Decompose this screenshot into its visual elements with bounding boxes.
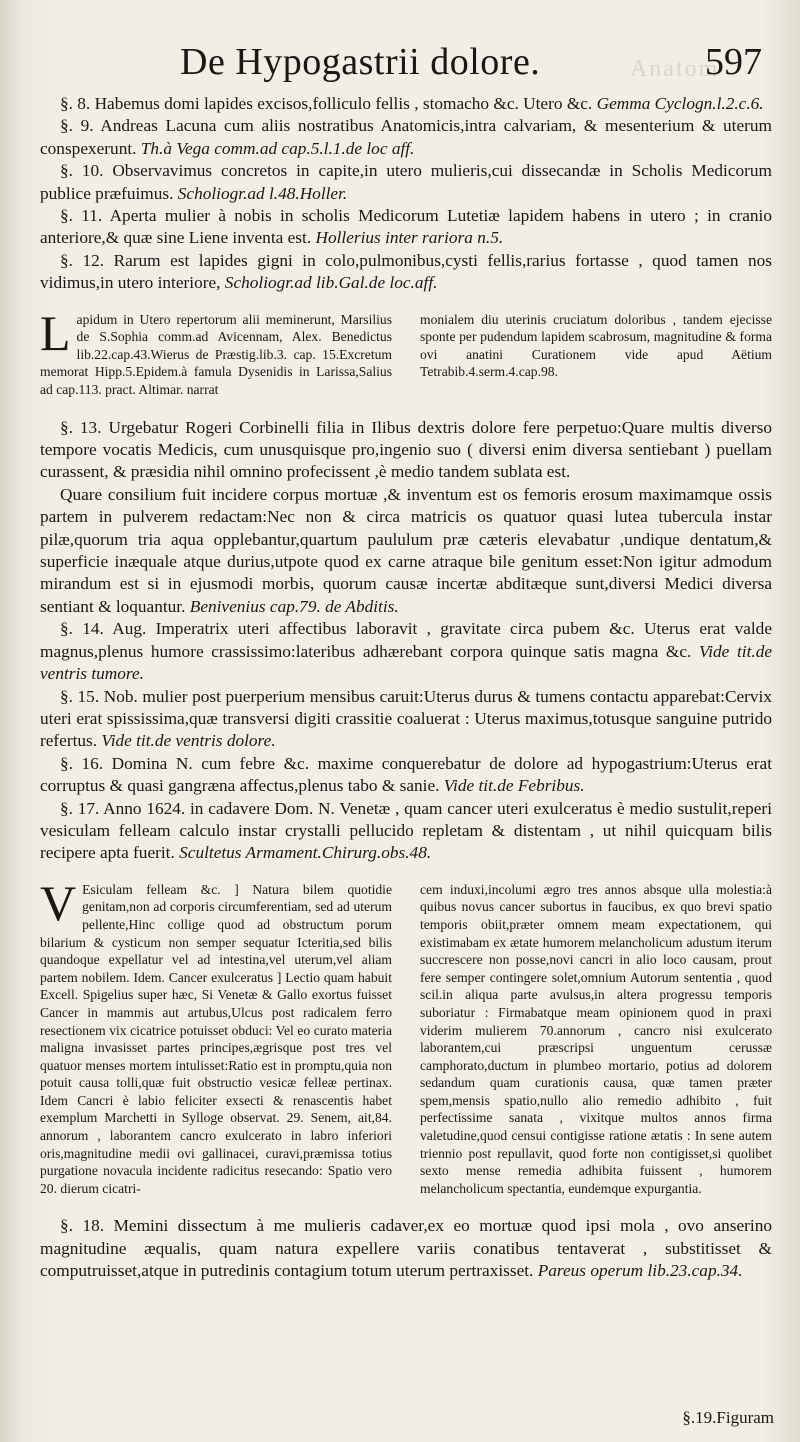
paragraph-s15: §. 15. Nob. mulier post puerperium mensibus caruit:Uterus durus & tumens contactu apparebat:Cervix uteri erat spississima,quæ transversi digiti crassitie coaluerat : Uterus maximus,totusque sanguine putrido refertus. Vide tit.de ventris dolore. bbox=[40, 686, 772, 751]
citation: Scholiogr.ad l.48.Holler. bbox=[177, 183, 348, 203]
citation: Scholiogr.ad lib.Gal.de loc.aff. bbox=[224, 273, 438, 293]
citation: Scultetus Armament.Chirurg.obs.48. bbox=[179, 843, 432, 863]
bleed-through-text: Anatom bbox=[630, 56, 720, 82]
paragraph-s8: §. 8. Habemus domi lapides excisos,folliculo fellis , stomacho &c. Utero &c. Gemma Cyclogn.l.2.c.6. bbox=[60, 94, 764, 113]
paragraph-s11: §. 11. Aperta mulier à nobis in scholis Medicorum Lutetiæ lapidem habens in utero ; in cranio anteriore,& quæ sine Liene inventa est. Hollerius inter rariora n.5. bbox=[40, 206, 772, 248]
citation: Hollerius inter rariora n.5. bbox=[315, 228, 504, 248]
paragraph-s16: §. 16. Domina N. cum febre &c. maxime conquerebatur de dolore ad hypogastrium:Uterus erat corruptus & quasi gangræna affectus,plenus tabo & sanie. Vide tit.de Febribus. bbox=[40, 753, 772, 796]
paragraph-s12: §. 12. Rarum est lapides gigni in colo,pulmonibus,cysti fellis,rarius fortasse , quod tamen nos vidimus,in utero interiore, Scholiogr.ad lib.Gal.de loc.aff. bbox=[40, 250, 772, 293]
citation: Pareus operum lib.23.cap.34. bbox=[537, 1261, 743, 1281]
paragraph-s13: §. 13. Urgebatur Rogeri Corbinelli filia in Ilibus dextris dolore fere perpetuo:Quare multis diverso tempore vocatis Medicis, cum unusquisque pro,ingenio suo ( diversi enim diversa sentiebant ) puellam curassent, & præsidia nihil omnino profecissent ,è medio tandem sublata est. bbox=[40, 417, 772, 482]
note-1-left-column: Lapidum in Utero repertorum alii meminerunt, Marsilius de S.Sophia comm.ad Avicennam, Alex. Benedictus lib.22.cap.43.Wierus de Præstig.lib.3. cap. 15.Excretum memorat Hipp.5.Epidem.à famula Dysenidis in Larissa,Salius ad cap.113. pract. Altimar. narrat bbox=[40, 304, 392, 398]
section-block-b bbox=[40, 417, 772, 865]
paragraph-s10: §. 10. Observavimus concretos in capite,in utero mulieris,cui dissecandæ in Scholis Medicorum publice præfuimus. Scholiogr.ad l.48.Holler. bbox=[40, 161, 772, 203]
citation: Gemma Cyclogn.l.2.c.6. bbox=[596, 94, 764, 113]
note-2-left-column: V Esiculam felleam &c. ] Natura bilem quotidie genitam,non ad corporis circumferentiam, sed ad uterum pellente,Hinc collige quod ad obstructum porum bilarium & cysticum non semper sequatur Icteritia,sed bilis quandoque expellatur vel ad intestina,vel uterum,vel aliam partem nobilem. Idem. Cancer exulceratus ] Lectio quam habuit Excell. Spigelius super hæc, Si Venetæ & Gallo exortus fuisset Cancer in mammis aut artubus,Ulcus post radicalem ferro resectionem vix cicatrice potuisset obduci: Vel eo curato materia maligna invasisset partes principes,ægrisque post tres vel quatuor menses mortem intulisset:Ratio est in promptu,quia non potuit causa tolli,quæ fuit obstructio vesicæ felleæ pertinax. Idem Cancri è labio feliciter exsecti & renascentis habet exemplum Marchetti in Sylloge observat. 29. Senem, ait,84. annorum , laborantem cancro exulcerato in labro inferiori oris,magnitudine medii ovi gallinacei, curavi,præmissa totius purgatione novacula incidente radicitus resecando: Spatio vero 20. dierum cicatri- bbox=[40, 874, 392, 1196]
section-block-c bbox=[40, 1215, 772, 1282]
section-block-a bbox=[40, 93, 772, 295]
citation: Benivenius cap.79. de Abditis. bbox=[189, 596, 399, 616]
commentary-note-2 bbox=[40, 874, 772, 1198]
page-header bbox=[40, 40, 772, 90]
commentary-note-1 bbox=[40, 304, 772, 399]
page-number: 597 bbox=[705, 41, 762, 83]
page-title: De Hypogastrii dolore. bbox=[180, 41, 541, 83]
paragraph-s9: §. 9. Andreas Lacuna cum aliis nostratibus Anatomicis,intra calvariam, & mesenterium & uterum conspexerunt. Th.à Vega comm.ad cap.5.l.1.de loc aff. bbox=[40, 116, 772, 158]
citation: Vide tit.de ventris dolore. bbox=[101, 731, 276, 751]
catchword: §.19.Figuram bbox=[682, 1408, 774, 1427]
citation: Vide tit.de ventris tumore. bbox=[40, 641, 772, 684]
paragraph-s14: §. 14. Aug. Imperatrix uteri affectibus laboravit , gravitate circa pubem &c. Uterus erat valde magnus,plenus humore crassissimo:lateribus adhærebant corpora quinque satis magna &c. Vide tit.de ventris tumore. bbox=[40, 619, 772, 684]
note-1-right-column: monialem diu uterinis cruciatum doloribus , tandem ejecisse sponte per pudendum lapidem scabrosum, magnitudine & forma ovi anatini Curationem vide apud Aëtium Tetrabib.4.serm.4.cap.98. bbox=[420, 311, 772, 380]
drop-cap: L bbox=[40, 304, 71, 361]
drop-cap: V bbox=[40, 874, 77, 931]
citation: Vide tit.de Febribus. bbox=[443, 776, 585, 796]
citation: Th.à Vega comm.ad cap.5.l.1.de loc aff. bbox=[140, 138, 415, 158]
paragraph-s18: §. 18. Memini dissectum à me mulieris cadaver,ex eo mortuæ quod ipsi mola , ovo anserino magnitudine æqualis, quam natura expellere variis conatibus tentaverat , substitisset & computruisset,atque in putredinis contagium totum uterum pertraxisset. Pareus operum lib.23.cap.34. bbox=[40, 1216, 772, 1281]
paragraph-s17: §. 17. Anno 1624. in cadavere Dom. N. Venetæ , quam cancer uteri exulceratus è medio sustulit,reperi vesiculam felleam calculo instar crystalli pellucido repletam & distentam , ut nihil quicquam bilis recipere apta fuerit. Scultetus Armament.Chirurg.obs.48. bbox=[40, 798, 772, 863]
paragraph-s13-cont: Quare consilium fuit incidere corpus mortuæ ,& inventum est os femoris erosum maximamque ossis partem in pulverem redactam:Nec non & circa matricis os quatuor quasi lutea tubercula instar pilæ,quorum tria aqua opplebantur,quartum paululum præ cæteris elevabatur ,undique dentatum,& superficie inæquale atque durius,utpote quod ex carne atraque bile genitum esset:Non igitur admodum mirandum est si in ejusmodi morbis, quorum causæ incertæ abditæque sunt,diversi Medici diversa sentiant & loquantur. Benivenius cap.79. de Abditis. bbox=[40, 484, 772, 616]
note-2-right-column: cem induxi,incolumi ægro tres annos absque ulla molestia:à quibus novus cancer subortus in faucibus, ex quo brevi spatio temporis obiit,præter omnem meam expectationem, qui existimabam ex ætate humorem melancholicum adustum iterum succrescere non posse,novi cancri in alio loco causam, prout fere semper contingere solet,omnium Autorum sententia , quod scil.in aliqua parte avulsus,in altera progressu temporis suboriatur : Firmabatque meam opinionem quod in praxi viderim mulierem 70.annorum , cancro nisi exulcerato laborantem,cui præscripsi unguentum cerussæ camphorato,ductum in plumbeo mortario, potius ad dolorem sedandum quam curationis causa, quæ tamen præter spem,mensis spatio,nullo alio remedio adhibito , fuit perfectissime sanata , vixitque multos annos firma valetudine,quod censui contigisse ratione ætatis : In sene autem triennio post repullavit, quod forte non contigisset,si quolibet sexto mense remedia adhibita fuissent , humorem melancholicum spectantia, eundemque expurgantia. bbox=[420, 881, 772, 1196]
